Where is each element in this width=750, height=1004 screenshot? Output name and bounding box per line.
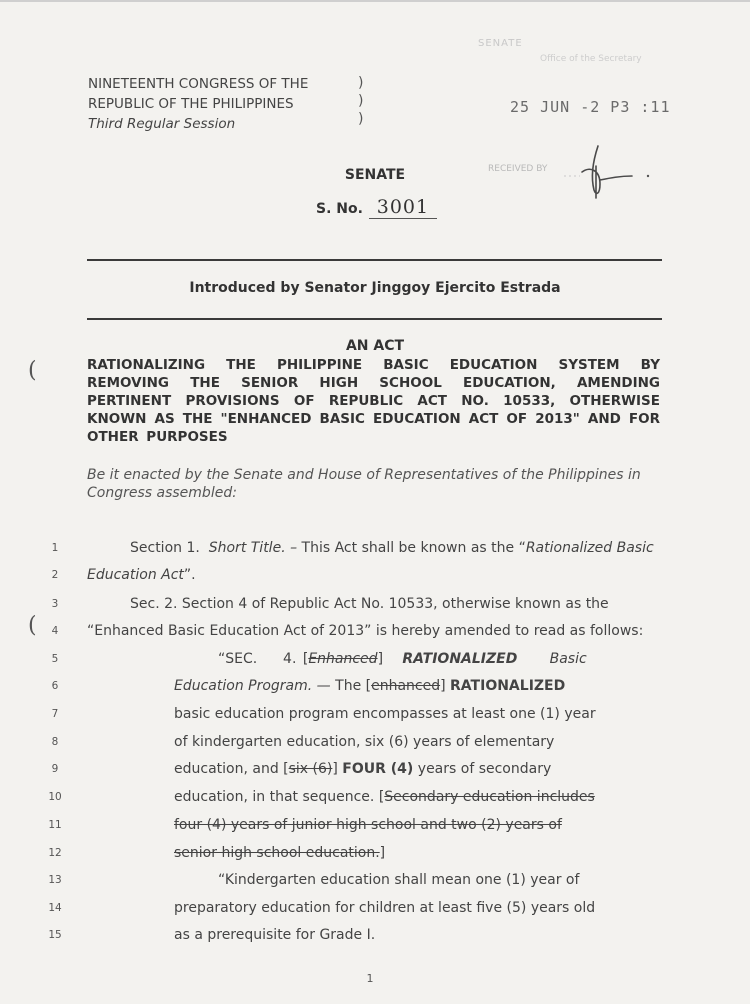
body-line-7: basic education program encompasses at least one (1) year	[174, 706, 596, 722]
line-number: 6	[51, 680, 59, 692]
body-line-5: “SEC. 4. [Enhanced] RATIONALIZED Basic	[218, 651, 587, 667]
paren-3: )	[358, 111, 364, 127]
line-number: 13	[48, 874, 62, 886]
line-number: 4	[51, 625, 59, 637]
line-number: 5	[51, 653, 59, 665]
senate-label: SENATE	[344, 167, 406, 183]
act-title: RATIONALIZING THE PHILIPPINE BASIC EDUCATION SYSTEM BY REMOVING THE SENIOR HIGH SCHOOL EDUCATION, AMENDING PERTINENT PROVISIONS OF REPUBLIC ACT NO. 10533, OTHERWISE KNOWN AS THE "ENHANCED BASIC EDUCATION ACT OF 2013" AND FOR OTHER PURPOSES	[87, 357, 660, 445]
stamp-faint-subtitle: Office of the Secretary	[540, 54, 642, 64]
divider-bottom	[87, 318, 662, 320]
page-number: 1	[366, 972, 374, 985]
body-line-8: of kindergarten education, six (6) years of elementary	[174, 734, 555, 750]
line-number: 10	[48, 791, 62, 803]
body-line-9: education, and [six (6)] FOUR (4) years of secondary	[174, 761, 552, 777]
body-line-3: Sec. 2. Section 4 of Republic Act No. 10533, otherwise known as the	[130, 596, 609, 612]
margin-paren-2: (	[28, 613, 37, 638]
session-label: Third Regular Session	[88, 116, 236, 132]
body-line-12: senior high school education.]	[174, 845, 386, 861]
body-line-2: Education Act”.	[87, 567, 196, 583]
body-line-6: Education Program. — The [enhanced] RATIONALIZED	[174, 678, 566, 694]
top-border	[0, 0, 750, 2]
divider-top	[87, 259, 662, 261]
congress-line-1: NINETEENTH CONGRESS OF THE	[88, 76, 309, 92]
bill-prefix: S. No.	[316, 201, 363, 217]
body-line-4: “Enhanced Basic Education Act of 2013” is hereby amended to read as follows:	[87, 623, 644, 639]
line-number: 14	[48, 902, 62, 914]
bill-number-value: 3001	[369, 196, 437, 219]
line-number: 11	[48, 819, 62, 831]
margin-paren-1: (	[28, 358, 37, 383]
enacting-clause: Be it enacted by the Senate and House of Representatives of the Philippines in Congress assembled:	[87, 467, 641, 501]
body-line-15: as a prerequisite for Grade I.	[174, 927, 376, 943]
header-parens	[358, 74, 363, 128]
congress-header	[88, 74, 308, 134]
line-number: 9	[51, 763, 59, 775]
stamp-faint-title: SENATE	[478, 38, 523, 49]
line-number: 15	[48, 929, 62, 941]
introduced-by: Introduced by Senator Jinggoy Ejercito Estrada	[189, 280, 561, 296]
line-number: 12	[48, 847, 62, 859]
received-stamp-date: 25 JUN -2 P3 :11	[510, 98, 671, 116]
body-line-13: “Kindergarten education shall mean one (1) year of	[218, 872, 580, 888]
received-by-label: RECEIVED BY	[488, 164, 548, 174]
body-line-10: education, in that sequence. [Secondary education includes	[174, 789, 595, 805]
body-line-11: four (4) years of junior high school and two (2) years of	[174, 817, 562, 833]
paren-1: )	[358, 75, 364, 91]
congress-line-2: REPUBLIC OF THE PHILIPPINES	[88, 96, 294, 112]
body-line-14: preparatory education for children at least five (5) years old	[174, 900, 596, 916]
line-number: 7	[51, 708, 59, 720]
act-heading: AN ACT	[345, 338, 405, 354]
line-number: 1	[51, 542, 59, 554]
line-number: 2	[51, 569, 59, 581]
paren-2: )	[358, 93, 364, 109]
bill-number	[316, 196, 437, 219]
line-number: 8	[51, 736, 59, 748]
body-line-1: Section 1. Short Title. – This Act shall be known as the “Rationalized Basic	[130, 540, 654, 556]
line-number: 3	[51, 598, 59, 610]
